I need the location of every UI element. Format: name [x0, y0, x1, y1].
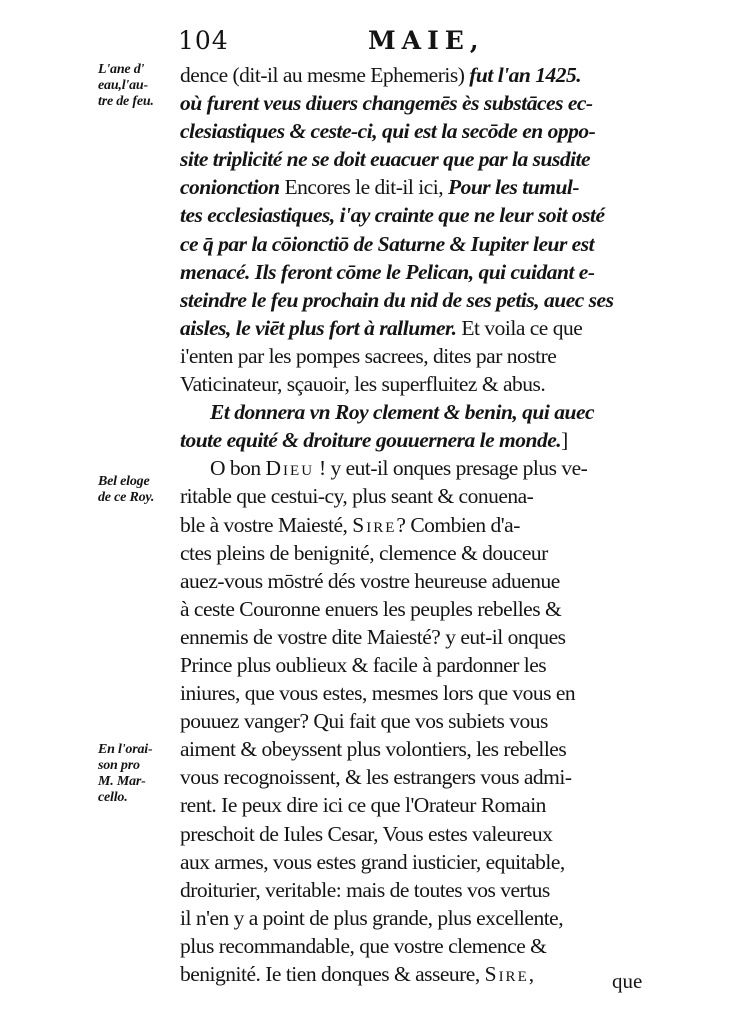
text-segment: Et donnera vn Roy clement & benin, qui auec	[210, 400, 595, 425]
text-line	[180, 342, 660, 370]
margin-note	[98, 474, 182, 506]
text-line	[180, 707, 660, 735]
text-line	[180, 539, 660, 567]
margin-note	[98, 62, 178, 110]
text-segment: plus recommandable, que vostre clemence &	[180, 933, 547, 958]
margin-note-line: tre de feu.	[98, 94, 154, 109]
text-segment: clesiastiques & ceste-ci, qui est la secōde en oppo-	[180, 119, 596, 144]
text-segment: pouuez vanger? Qui fait que vos subiets vous	[180, 709, 548, 734]
text-segment: où furent veus diuers changemēs ès substāces ec-	[180, 91, 593, 116]
margin-note-line: de ce Roy.	[98, 490, 155, 505]
margin-note	[98, 742, 182, 806]
text-line	[180, 735, 660, 763]
text-segment: benignité. Ie tien donques & asseure,	[180, 962, 485, 986]
page-number: 104	[178, 26, 229, 55]
text-segment: ! y eut-il onques presage plus ve-	[314, 456, 588, 481]
margin-note-line: L'ane d'	[98, 62, 145, 77]
text-line	[180, 258, 660, 286]
text-segment: ? Combien d'a-	[396, 512, 520, 537]
text-segment: ritable que cestui-cy, plus seant & conuena-	[180, 484, 534, 509]
text-segment: Pour les tumul-	[447, 175, 580, 200]
text-segment: preschoit de Iules Cesar, Vous estes valeureux	[180, 821, 553, 846]
text-line	[180, 595, 660, 623]
text-segment: aiment & obeyssent plus volontiers, les rebelles	[180, 737, 567, 762]
text-segment: dence (dit-il au mesme Ephemeris)	[180, 63, 470, 87]
text-segment: à ceste Couronne enuers les peuples rebelles &	[180, 596, 562, 621]
text-segment: toute equité & droiture gouuernera le monde.	[180, 428, 562, 453]
text-segment: ]	[561, 428, 568, 453]
text-line	[180, 61, 660, 89]
body-text	[180, 61, 660, 988]
text-line	[180, 567, 660, 595]
text-line	[180, 230, 660, 258]
text-segment: ennemis de vostre dite Maiesté? y eut-il onques	[180, 624, 566, 649]
text-line	[180, 201, 660, 229]
text-line	[180, 763, 660, 791]
text-line	[180, 286, 660, 314]
text-segment: O bon	[210, 456, 266, 481]
text-segment: vous recognoissent, & les estrangers vous admi-	[180, 765, 572, 790]
text-line	[180, 679, 660, 707]
text-segment: il n'en y a point de plus grande, plus excellente,	[180, 905, 564, 930]
page-header	[178, 26, 658, 60]
text-line	[180, 960, 660, 988]
text-segment: ,	[528, 962, 534, 986]
margin-note-line: eau,l'au-	[98, 78, 148, 93]
text-segment: Encores le dit-il ici,	[284, 175, 448, 200]
text-line	[180, 314, 660, 342]
text-segment: conionction	[180, 175, 285, 200]
text-segment: Vaticinateur, sçauoir, les superfluitez & abus.	[180, 372, 546, 397]
text-line	[180, 117, 660, 145]
text-line	[180, 904, 660, 932]
text-line	[180, 426, 660, 454]
text-line	[180, 370, 660, 398]
text-segment: Sire	[484, 962, 529, 986]
text-line	[180, 145, 660, 173]
text-segment: steindre le feu prochain du nid de ses petis, auec ses	[180, 287, 614, 312]
text-segment: Et voila ce que	[461, 315, 583, 340]
text-segment: ctes pleins de benignité, clemence & douceur	[180, 540, 548, 565]
text-segment: menacé. Ils feront cōme le Pelican, qui cuidant e-	[180, 259, 595, 284]
text-line	[180, 932, 660, 960]
text-line	[180, 876, 660, 904]
text-segment: i'enten par les pompes sacrees, dites par nostre	[180, 343, 557, 368]
text-line	[180, 482, 660, 510]
text-line	[180, 454, 660, 482]
text-segment: rent. Ie peux dire ici ce que l'Orateur Romain	[180, 793, 546, 818]
text-segment: droiturier, veritable: mais de toutes vos vertus	[180, 877, 550, 902]
margin-note-line: Bel eloge	[98, 474, 150, 489]
margin-note-line: son pro	[98, 758, 140, 773]
margin-note-line: M. Mar-	[98, 774, 146, 789]
text-segment: auez-vous mōstré dés vostre heureuse aduenue	[180, 568, 560, 593]
text-line	[180, 651, 660, 679]
text-segment: iniures, que vous estes, mesmes lors que vous en	[180, 681, 576, 706]
text-segment: fut l'an 1425.	[469, 63, 582, 87]
margin-note-line: cello.	[98, 790, 128, 805]
text-segment: site triplicité ne se doit euacuer que par la susdite	[180, 147, 591, 172]
text-segment: aux armes, vous estes grand iusticier, equitable,	[180, 849, 565, 874]
text-segment: Dieu	[265, 456, 315, 481]
text-line	[180, 820, 660, 848]
text-segment: ble à vostre Maiesté,	[180, 512, 353, 537]
text-line	[180, 623, 660, 651]
text-segment: aisles, le viēt plus fort à rallumer.	[180, 315, 462, 340]
margin-note-line: En l'orai-	[98, 742, 153, 757]
catchword: que	[612, 969, 643, 993]
text-segment: tes ecclesiastiques, i'ay crainte que ne leur soit osté	[180, 203, 605, 228]
margin-notes	[0, 0, 180, 1024]
text-segment: Sire	[352, 512, 397, 537]
text-segment: ce q̄ par la cōionctiō de Saturne & Iupiter leur est	[180, 231, 595, 256]
text-line	[180, 173, 660, 201]
text-line	[180, 89, 660, 117]
text-segment: Prince plus oublieux & facile à pardonner les	[180, 652, 547, 677]
text-line	[180, 791, 660, 819]
running-title: MAIE,	[368, 26, 485, 55]
text-line	[180, 511, 660, 539]
text-line	[180, 848, 660, 876]
text-line	[180, 398, 660, 426]
